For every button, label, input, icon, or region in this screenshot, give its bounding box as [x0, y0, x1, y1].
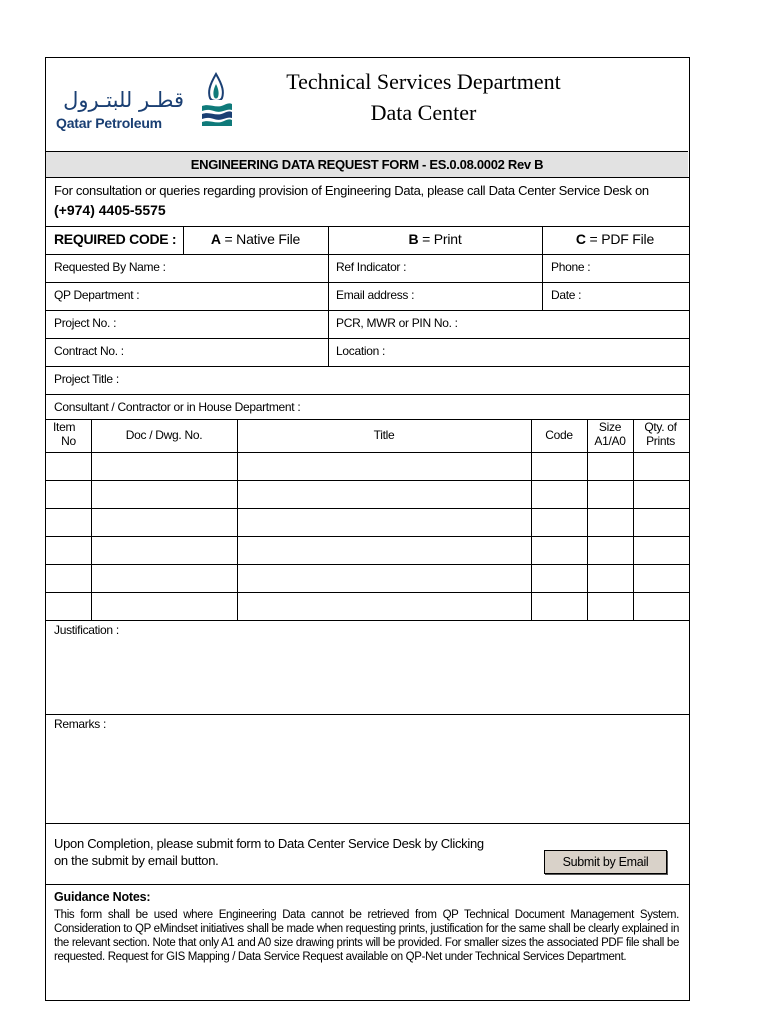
request-form: [45, 57, 690, 1001]
code-b-print: B = Print: [408, 231, 462, 247]
guidance-notes-heading: Guidance Notes:: [54, 890, 151, 904]
pcr-mwr-pin-field[interactable]: PCR, MWR or PIN No. :: [336, 316, 458, 330]
size-header-line1: Size: [598, 420, 622, 434]
justification-label: Justification :: [54, 623, 119, 637]
form-title: ENGINEERING DATA REQUEST FORM - ES.0.08.0002 Rev B: [190, 157, 544, 172]
ref-indicator-field[interactable]: Ref Indicator :: [336, 260, 407, 274]
remarks-field[interactable]: [46, 715, 688, 823]
code-c-pdf-file: C = PDF File: [575, 231, 655, 247]
service-desk-phone: (+974) 4405-5575: [54, 202, 166, 218]
date-field[interactable]: Date :: [551, 288, 582, 302]
contract-no-field[interactable]: Contract No. :: [54, 344, 124, 358]
qty-header-line1: Qty. of: [644, 420, 677, 434]
title-header: Title: [373, 428, 395, 442]
logo-arabic-text: قطـر للبتـرول: [63, 88, 184, 112]
data-center-title: Data Center: [370, 100, 477, 125]
code-a-native-file: A = Native File: [210, 231, 301, 247]
item-no-header-line1: Item: [53, 420, 76, 434]
consultation-text: For consultation or queries regarding provision of Engineering Data, please call Data Center Service Desk on: [54, 183, 649, 198]
submit-by-email-button[interactable]: Submit by Email: [544, 850, 667, 874]
size-header: [587, 420, 633, 448]
item-no-header-line2: No: [61, 434, 76, 448]
submit-instructions: [54, 835, 484, 869]
qty-prints-header: [633, 420, 688, 448]
doc-dwg-no-header: Doc / Dwg. No.: [125, 428, 203, 442]
table-row[interactable]: [46, 537, 688, 564]
project-no-field[interactable]: Project No. :: [54, 316, 117, 330]
requested-by-name-field[interactable]: Requested By Name :: [54, 260, 166, 274]
location-field[interactable]: Location :: [336, 344, 386, 358]
code-header: Code: [545, 428, 573, 442]
qp-department-field[interactable]: QP Department :: [54, 288, 140, 302]
department-title: Technical Services Department: [286, 69, 561, 94]
required-code-label: REQUIRED CODE :: [54, 231, 177, 247]
qty-header-line2: Prints: [646, 434, 675, 448]
submit-instructions-line2: on the submit by email button.: [54, 853, 219, 868]
remarks-label: Remarks :: [54, 717, 106, 731]
phone-field[interactable]: Phone :: [551, 260, 591, 274]
email-address-field[interactable]: Email address :: [336, 288, 415, 302]
justification-field[interactable]: [46, 621, 688, 714]
qatar-petroleum-logo: [56, 70, 236, 136]
table-row[interactable]: [46, 593, 688, 620]
table-row[interactable]: [46, 481, 688, 508]
logo-english-text: Qatar Petroleum: [56, 115, 162, 131]
table-row[interactable]: [46, 565, 688, 592]
consultant-field[interactable]: Consultant / Contractor or in House Department :: [54, 400, 301, 414]
table-row[interactable]: [46, 509, 688, 536]
submit-instructions-line1: Upon Completion, please submit form to Data Center Service Desk by Clicking: [54, 836, 484, 851]
flame-wave-icon: [196, 70, 236, 134]
size-header-line2: A1/A0: [594, 434, 626, 448]
item-no-header: [46, 420, 91, 448]
project-title-field[interactable]: Project Title :: [54, 372, 119, 386]
table-row[interactable]: [46, 453, 688, 480]
guidance-notes-body: This form shall be used where Engineering Data cannot be retrieved from QP Technical Document Management System. Consideration to QP eMindset initiatives shall be made when requesting prints, justification for the same shall be clearly explained in the relevant section. Note that only A1 and A0 size drawing prints will be provided. For smaller sizes the associated PDF file shall be requested. Request for GIS Mapping / Data Service Request available on QP-Net under Technical Services Department.: [54, 909, 679, 963]
